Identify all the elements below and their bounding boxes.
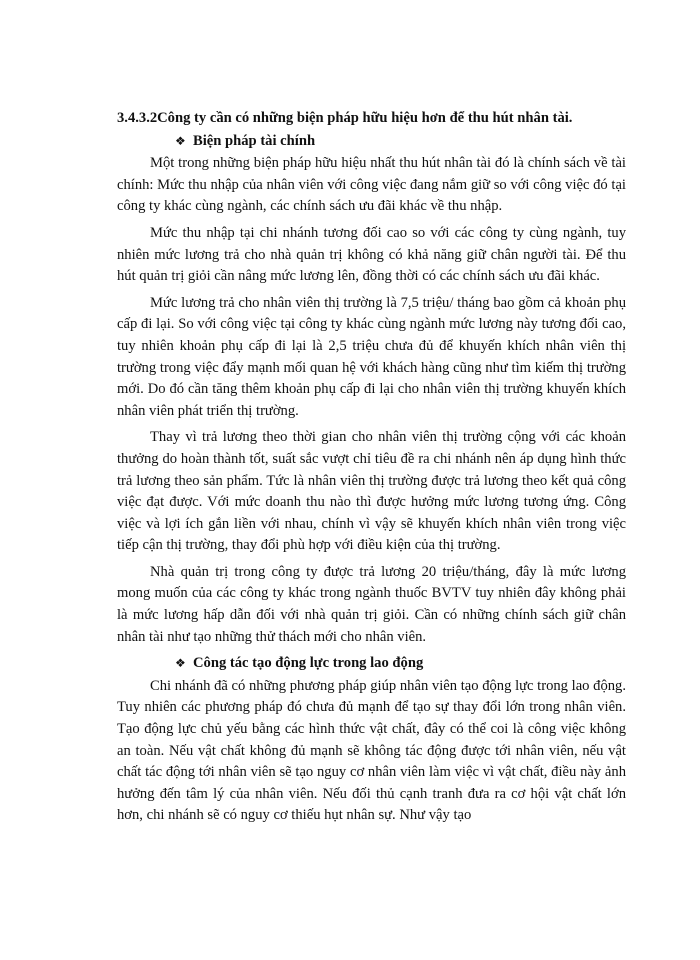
paragraph: Mức lương trả cho nhân viên thị trường là 7,5 triệu/ tháng bao gồm cả khoản phụ cấp đi lại. So với công việc tại công ty khác cùng ngành mức lương này tương đối cao, tuy nhiên khoản phụ cấp đi lại là 2,5 triệu chưa đủ để khuyến khích nhân viên thị trường trong việc đẩy mạnh mối quan hệ với khách hàng cũng như tìm kiếm thị trường mới. Do đó cần tăng thêm khoản phụ cấp đi lại cho nhân viên thị trường khuyến khích nhân viên phát triển thị trường.: [117, 294, 626, 419]
subsection-heading-financial: [117, 131, 626, 153]
section-heading: 3.4.3.2Công ty cần có những biện pháp hữu hiệu hơn để thu hút nhân tài.: [117, 110, 573, 126]
paragraph: Mức thu nhập tại chi nhánh tương đối cao so với các công ty cùng ngành, tuy nhiên mức lương trả cho nhà quản trị không có khả năng giữ chân người tài. Để thu hút quản trị giỏi cần nâng mức lương lên, đồng thời có các chính sách ưu đãi khác.: [117, 224, 626, 285]
paragraph: Thay vì trả lương theo thời gian cho nhân viên thị trường cộng với các khoản thưởng do hoàn thành tốt, suất sắc vượt chỉ tiêu đề ra chi nhánh nên áp dụng hình thức trả lương theo sản phẩm. Tức là nhân viên thị trường được trả lương theo kết quả công việc đạt được. Với mức doanh thu nào thì được hưởng mức lương tương ứng. Công việc và lợi ích gắn liền với nhau, chính vì vậy sẽ khuyến khích nhân viên trong việc tiếp cận thị trường, thay đổi phù hợp với điều kiện của thị trường.: [117, 429, 626, 554]
paragraph: Chi nhánh đã có những phương pháp giúp nhân viên tạo động lực trong lao động. Tuy nhiên các phương pháp đó chưa đủ mạnh để tạo sự thay đổi lớn trong nhân viên. Tạo động lực chủ yếu bằng các hình thức vật chất, đây có thể coi là công việc không an toàn. Nếu vật chất không đủ mạnh sẽ không tác động được tới nhân viên, nếu vật chất tác động tới nhân viên sẽ tạo nguy cơ nhân viên làm việc vì vật chất, điều này ảnh hưởng đến tâm lý của nhân viên. Nếu đối thủ cạnh tranh đưa ra cơ hội vật chất lớn hơn, chi nhánh sẽ có nguy cơ thiếu hụt nhân sự. Như vậy tạo: [117, 677, 626, 824]
document-page: [117, 106, 626, 827]
diamond-bullet-icon: ❖: [175, 133, 186, 148]
subsection-heading-motivation: [117, 653, 626, 675]
paragraph: Một trong những biện pháp hữu hiệu nhất thu hút nhân tài đó là chính sách về tài chính: Mức thu nhập của nhân viên với công việc đang nắm giữ so với công việc đó tại công ty khác cùng ngành, các chính sách ưu đãi khác về thu nhập.: [117, 155, 626, 215]
diamond-bullet-icon: ❖: [175, 656, 186, 671]
subsection-title: Biện pháp tài chính: [193, 132, 316, 149]
subsection-title: Công tác tạo động lực trong lao động: [193, 655, 424, 672]
paragraph: Nhà quản trị trong công ty được trả lương 20 triệu/tháng, đây là mức lương mong muốn của các công ty khác trong ngành thuốc BVTV tuy nhiên đây không phải là mức lương hấp dẫn đối với nhà quản trị giỏi. Cần có những chính sách giữ chân nhân tài như tạo những thử thách mới cho nhân viên.: [117, 563, 626, 645]
